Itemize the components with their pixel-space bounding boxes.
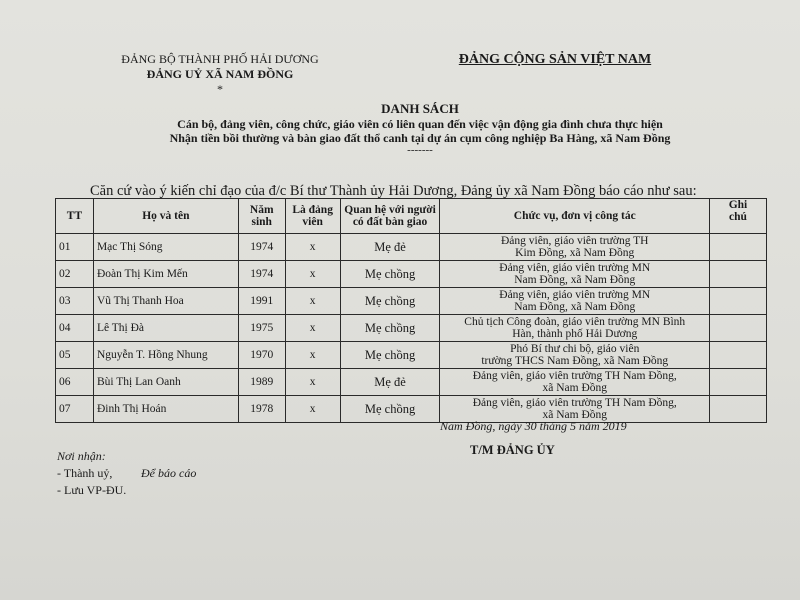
document-title bbox=[140, 102, 700, 155]
cell-tt: 04 bbox=[56, 315, 94, 342]
cell-member: x bbox=[285, 369, 340, 396]
recipient-2: - Lưu VP-ĐU. bbox=[57, 483, 127, 497]
recipients-block bbox=[57, 448, 197, 499]
cell-year: 1991 bbox=[238, 288, 285, 315]
header-relation: Quan hệ với người có đất bàn giao bbox=[340, 199, 440, 234]
cell-year: 1974 bbox=[238, 261, 285, 288]
cell-member: x bbox=[285, 288, 340, 315]
title-main: DANH SÁCH bbox=[381, 101, 459, 116]
cell-name: Đoàn Thị Kim Mến bbox=[93, 261, 238, 288]
title-line-2: Nhận tiền bồi thường và bàn giao đất thổ canh tại dự án cụm công nghiệp Ba Hàng, xã Nam Đồng bbox=[169, 131, 671, 145]
cell-note bbox=[710, 342, 767, 369]
cell-position: Đảng viên, giáo viên trường TH Nam Đồng, xã Nam Đồng bbox=[440, 396, 710, 423]
cell-tt: 02 bbox=[56, 261, 94, 288]
cell-member: x bbox=[285, 396, 340, 423]
cell-note bbox=[710, 396, 767, 423]
cell-relation: Mẹ đẻ bbox=[340, 234, 440, 261]
cell-relation: Mẹ chồng bbox=[340, 315, 440, 342]
cell-tt: 06 bbox=[56, 369, 94, 396]
title-separator: ------- bbox=[407, 144, 433, 156]
cell-relation: Mẹ chồng bbox=[340, 261, 440, 288]
header-member: Là đảng viên bbox=[285, 199, 340, 234]
table-row bbox=[56, 342, 767, 369]
table-row bbox=[56, 396, 767, 423]
intro-text: Căn cứ vào ý kiến chỉ đạo của đ/c Bí thư Thành ủy Hải Dương, Đảng ủy xã Nam Đồng báo cáo như sau: bbox=[90, 183, 697, 199]
cell-year: 1970 bbox=[238, 342, 285, 369]
header-name: Họ và tên bbox=[93, 199, 238, 234]
cell-note bbox=[710, 315, 767, 342]
cell-member: x bbox=[285, 234, 340, 261]
table-row bbox=[56, 234, 767, 261]
recipients-label: Nơi nhận: bbox=[57, 449, 106, 463]
cell-member: x bbox=[285, 261, 340, 288]
cell-member: x bbox=[285, 342, 340, 369]
cell-member: x bbox=[285, 315, 340, 342]
cell-name: Lê Thị Đà bbox=[93, 315, 238, 342]
cell-year: 1989 bbox=[238, 369, 285, 396]
cell-name: Vũ Thị Thanh Hoa bbox=[93, 288, 238, 315]
cell-position: Đảng viên, giáo viên trường MN Nam Đồng, xã Nam Đồng bbox=[440, 288, 710, 315]
table-row bbox=[56, 288, 767, 315]
header-note: Ghi chú bbox=[710, 199, 767, 234]
cell-position: Chủ tịch Công đoàn, giáo viên trường MN Bình Hàn, thành phố Hải Dương bbox=[440, 315, 710, 342]
header-position: Chức vụ, đơn vị công tác bbox=[440, 199, 710, 234]
cell-relation: Mẹ chồng bbox=[340, 396, 440, 423]
cell-position: Đảng viên, giáo viên trường TH Kim Đồng, xã Nam Đồng bbox=[440, 234, 710, 261]
signature-title: T/M ĐẢNG ỦY bbox=[470, 443, 555, 457]
cell-name: Nguyễn T. Hồng Nhung bbox=[93, 342, 238, 369]
title-line-1: Cán bộ, đảng viên, công chức, giáo viên có liên quan đến việc vận động gia đình chưa thực hiện bbox=[177, 117, 663, 131]
cell-note bbox=[710, 369, 767, 396]
cell-position: Đảng viên, giáo viên trường MN Nam Đồng, xã Nam Đồng bbox=[440, 261, 710, 288]
header-tt: TT bbox=[56, 199, 94, 234]
cell-year: 1974 bbox=[238, 234, 285, 261]
recipient-1-purpose: Để báo cáo bbox=[141, 466, 197, 480]
org-mark: * bbox=[217, 82, 223, 96]
header-year: Năm sinh bbox=[238, 199, 285, 234]
table-row bbox=[56, 369, 767, 396]
member-list-table bbox=[55, 198, 767, 423]
cell-note bbox=[710, 288, 767, 315]
cell-year: 1975 bbox=[238, 315, 285, 342]
cell-relation: Mẹ chồng bbox=[340, 288, 440, 315]
table-row bbox=[56, 315, 767, 342]
cell-relation: Mẹ chồng bbox=[340, 342, 440, 369]
issuing-organization bbox=[100, 52, 340, 97]
cell-tt: 03 bbox=[56, 288, 94, 315]
cell-relation: Mẹ đẻ bbox=[340, 369, 440, 396]
cell-tt: 05 bbox=[56, 342, 94, 369]
cell-name: Bùi Thị Lan Oanh bbox=[93, 369, 238, 396]
org-line-1: ĐẢNG BỘ THÀNH PHỐ HẢI DƯƠNG bbox=[121, 52, 319, 66]
party-name: ĐẢNG CỘNG SẢN VIỆT NAM bbox=[458, 52, 652, 67]
cell-year: 1978 bbox=[238, 396, 285, 423]
table-row bbox=[56, 261, 767, 288]
cell-name: Đinh Thị Hoán bbox=[93, 396, 238, 423]
date-line: Nam Đồng, ngày 30 tháng 5 năm 2019 bbox=[440, 419, 627, 433]
cell-name: Mạc Thị Sóng bbox=[93, 234, 238, 261]
cell-tt: 01 bbox=[56, 234, 94, 261]
org-line-2: ĐẢNG UỶ XÃ NAM ĐỒNG bbox=[146, 67, 294, 81]
cell-position: Đảng viên, giáo viên trường TH Nam Đồng, xã Nam Đồng bbox=[440, 369, 710, 396]
cell-position: Phó Bí thư chi bộ, giáo viên trường THCS Nam Đồng, xã Nam Đồng bbox=[440, 342, 710, 369]
recipient-1: - Thành uỷ, bbox=[57, 466, 113, 480]
cell-note bbox=[710, 261, 767, 288]
table-header-row bbox=[56, 199, 767, 234]
cell-note bbox=[710, 234, 767, 261]
cell-tt: 07 bbox=[56, 396, 94, 423]
